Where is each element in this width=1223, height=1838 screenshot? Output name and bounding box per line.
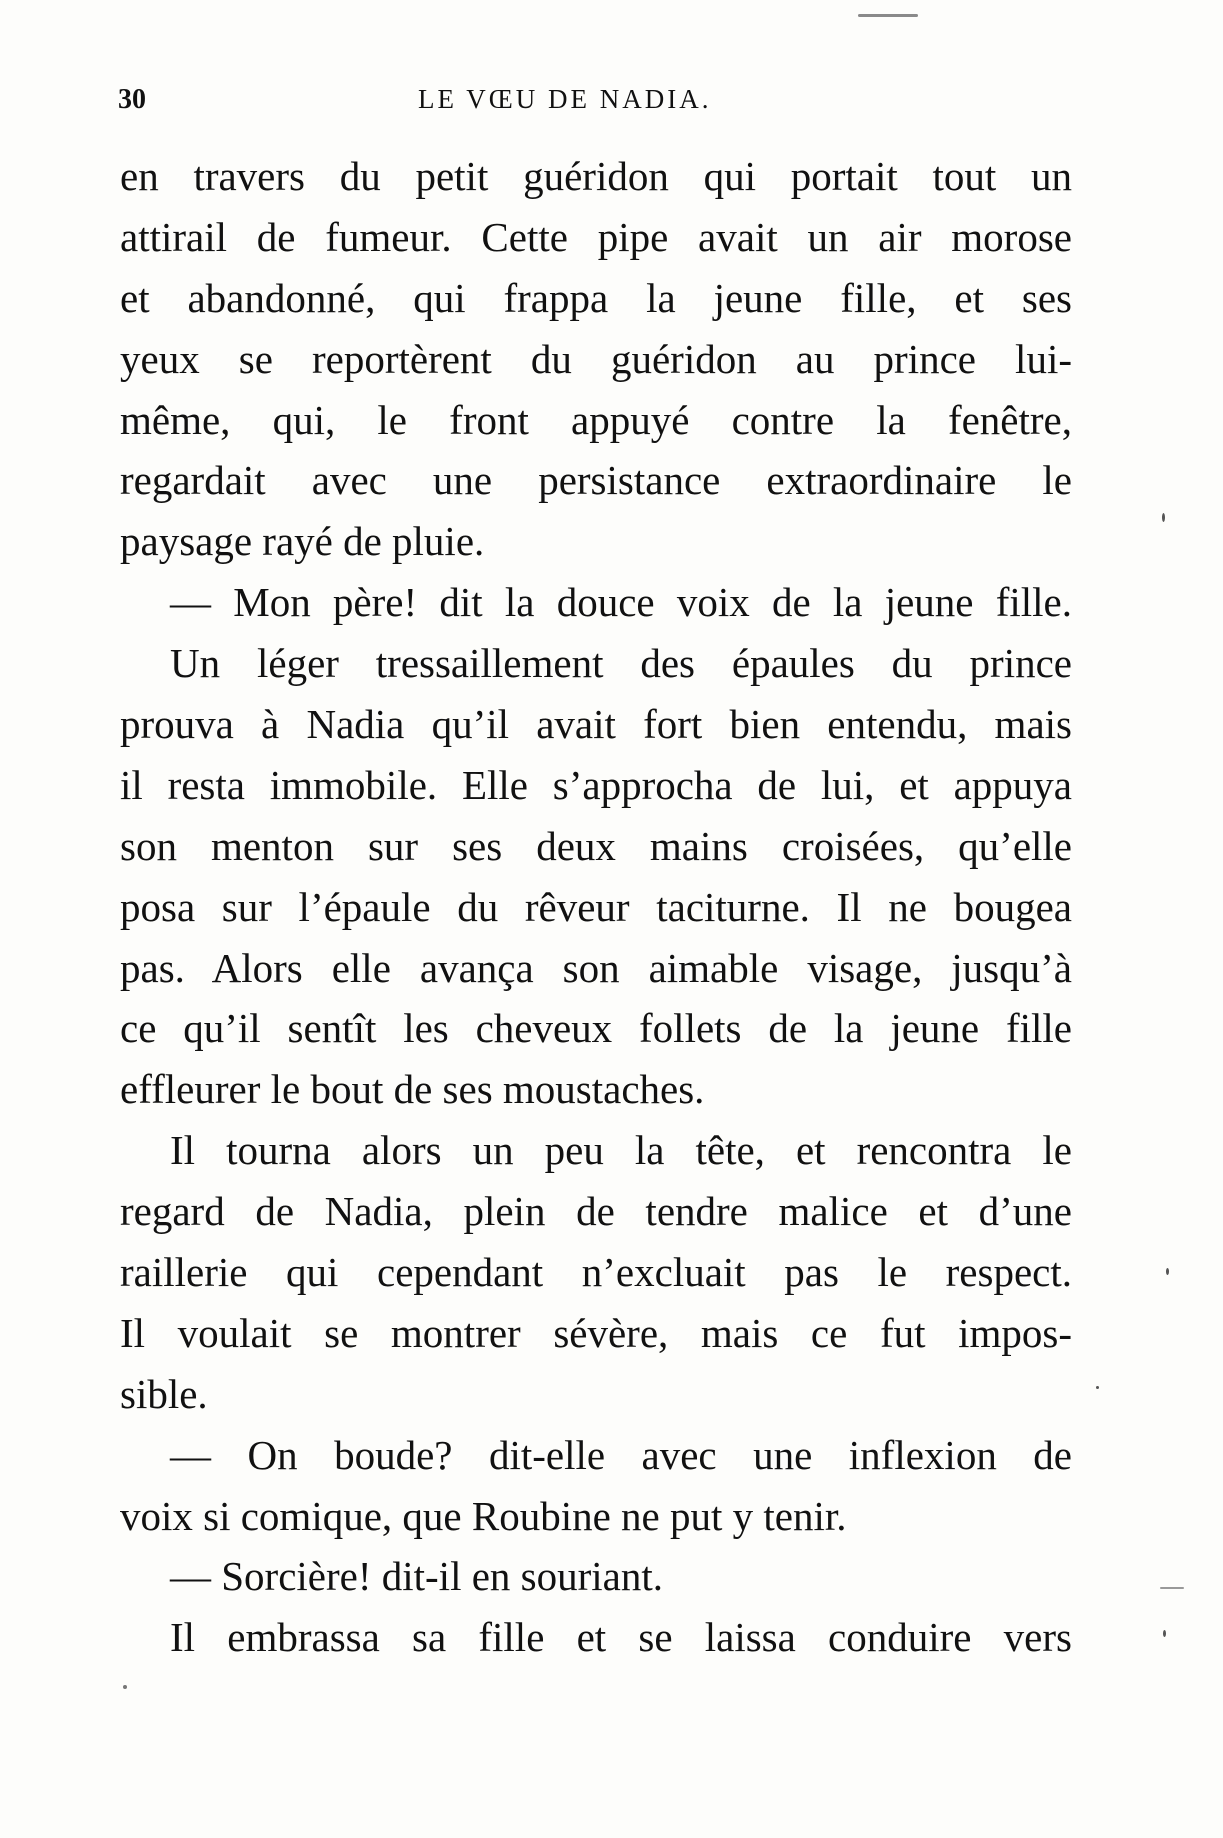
text-line: yeux se reportèrent du guéridon au prince lui- [120,335,1072,382]
text-line: sible. [120,1370,208,1417]
scan-speck [1096,1386,1099,1389]
text-line: — On boude? dit-elle avec une inflexion de [170,1431,1072,1478]
text-line: effleurer le bout de ses moustaches. [120,1066,705,1113]
text-line: — Sorcière! dit-il en souriant. [170,1553,664,1600]
text-line: en travers du petit guéridon qui portait tout un [120,153,1072,199]
text-line: — Mon père! dit la douce voix de la jeune fille. [170,579,1072,626]
scan-speck [1160,1587,1184,1589]
scan-speck [1162,513,1165,522]
text-line: son menton sur ses deux mains croisées, qu’elle [120,822,1072,869]
body-text [120,146,1072,1668]
text-line: Il voulait se montrer sévère, mais ce fut impos- [120,1309,1072,1356]
text-line: raillerie qui cependant n’excluait pas le respect. [120,1249,1072,1296]
running-title: LE VŒU DE NADIA. [418,84,712,114]
scan-speck [123,1685,127,1689]
text-line: ce qu’il sentît les cheveux follets de la jeune fille [120,1005,1072,1052]
text-line: regard de Nadia, plein de tendre malice et d’une [120,1188,1072,1235]
text-line: regardait avec une persistance extraordinaire le [120,457,1072,504]
text-line: paysage rayé de pluie. [120,518,485,565]
text-line: et abandonné, qui frappa la jeune fille, et ses [120,274,1072,321]
text-line: Un léger tressaillement des épaules du prince [170,640,1072,687]
scan-speck [858,14,918,17]
scan-speck [1166,1268,1169,1275]
text-line: Il embrassa sa fille et se laissa conduire vers [170,1614,1072,1661]
text-line: Il tourna alors un peu la tête, et rencontra le [170,1127,1072,1174]
page-number: 30 [118,84,146,115]
text-line: voix si comique, que Roubine ne put y tenir. [120,1492,847,1539]
text-line: prouva à Nadia qu’il avait fort bien entendu, mais [120,701,1072,748]
text-line: attirail de fumeur. Cette pipe avait un air morose [120,213,1072,260]
text-line: pas. Alors elle avança son aimable visage, jusqu’à [120,944,1072,991]
text-line: posa sur l’épaule du rêveur taciturne. Il ne bougea [120,883,1072,930]
text-line: même, qui, le front appuyé contre la fenêtre, [120,396,1072,443]
scan-speck [1163,1630,1166,1637]
text-line: il resta immobile. Elle s’approcha de lui, et appuya [120,761,1072,808]
running-head [118,84,1068,124]
